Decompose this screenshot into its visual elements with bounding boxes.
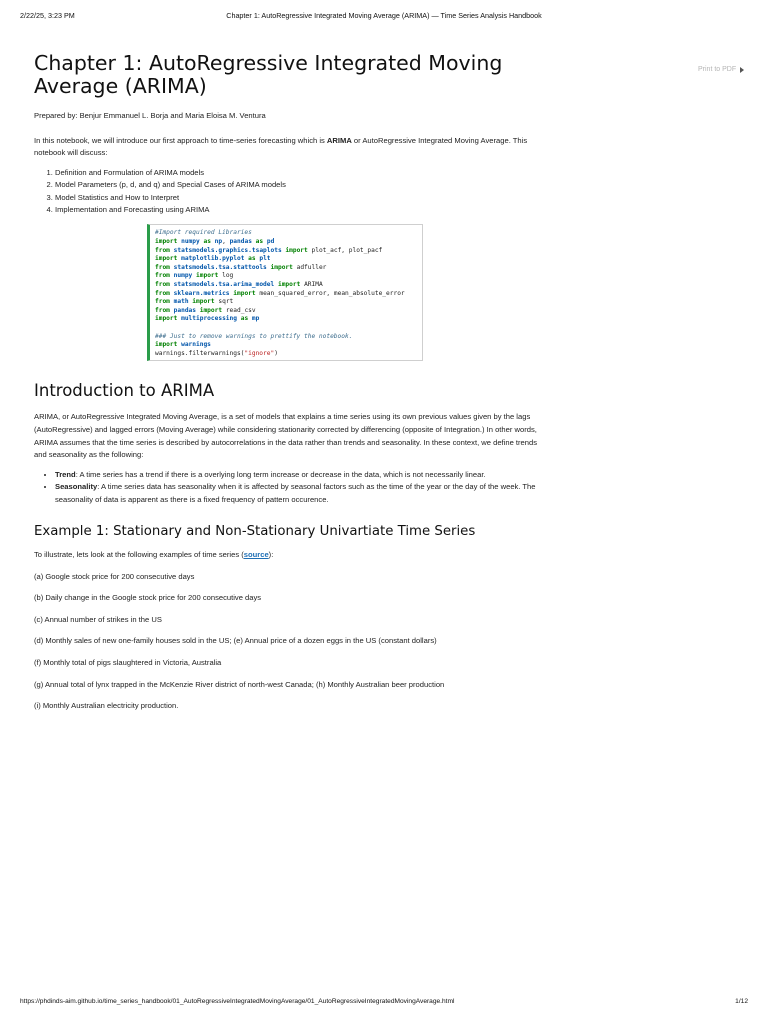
print-date: 2/22/25, 3:23 PM	[20, 11, 75, 20]
code-keyword: from	[155, 280, 170, 288]
source-link[interactable]: source	[243, 550, 269, 559]
code-string: "ignore"	[244, 349, 275, 357]
illustrate-text-before: To illustrate, lets look at the following examples of time series (	[34, 550, 244, 559]
definition-term: Seasonality	[55, 482, 98, 492]
code-module: pandas	[173, 306, 196, 314]
chapter-title: Chapter 1: AutoRegressive Integrated Moving Average (ARIMA)	[34, 51, 503, 98]
code-names: sqrt	[218, 298, 234, 306]
definition-term: Trend	[55, 469, 76, 479]
example-item: (a) Google stock price for 200 consecutive days	[34, 571, 195, 581]
notebook-content	[34, 52, 546, 722]
code-module: numpy	[173, 272, 193, 280]
example-item: (g) Annual total of lynx trapped in the McKenzie River district of north-west Canada; (h) Monthly Australian beer production	[34, 679, 445, 689]
code-keyword: as	[240, 315, 249, 323]
code-keyword: from	[155, 298, 170, 306]
code-module: matplotlib.pyplot	[181, 255, 245, 263]
definitions-list	[34, 469, 546, 506]
code-cell[interactable]	[147, 224, 423, 361]
print-document-title: Chapter 1: AutoRegressive Integrated Moving Average (ARIMA) — Time Series Analysis Handbook	[226, 11, 542, 20]
code-alias: pd	[266, 238, 275, 245]
code-module: multiprocessing	[181, 315, 237, 323]
code-keyword: as	[248, 255, 256, 263]
example-title: Example 1: Stationary and Non-Stationary Univartiate Time Series	[34, 524, 476, 539]
code-keyword: import	[155, 341, 178, 349]
code-keyword: import	[192, 298, 215, 306]
illustrate-text-after: ):	[268, 550, 274, 559]
play-arrow-icon	[740, 67, 744, 73]
code-keyword: as	[255, 238, 264, 245]
definition-text: : A time series data has seasonality when it is affected by seasonal factors such as the time of the year or the day of the week. The seasonality of data is apparent as there is a fixed frequency of pattern occurence.	[55, 482, 536, 504]
code-module: warnings	[181, 341, 211, 349]
example-item: (c) Annual number of strikes in the US	[34, 614, 162, 624]
code-alias: mp	[251, 315, 260, 323]
code-names: ARIMA	[304, 280, 323, 288]
code-keyword: import	[285, 246, 308, 254]
arima-paragraph: ARIMA, or AutoRegressive Integrated Moving Average, is a set of models that explains a time series using its own previous values given by the lags (AutoRegressive) and lagged errors (Moving Average) while considering stationarity corrected by differencing (opposite of Integration.) In other words, ARIMA assumes that the time series is described by autocorrelations in the data rather than trends and seasonality. In these context, we define trends and seasonality as the following:	[34, 412, 538, 460]
code-keyword: import	[155, 238, 178, 245]
definition-text: : A time series has a trend if there is a overlying long term increase or decrease in the data, which is not necessarily linear.	[75, 469, 486, 479]
code-keyword: from	[155, 263, 170, 271]
section-title-introduction: Introduction to ARIMA	[34, 381, 215, 401]
code-call: warnings.filterwarnings(	[155, 349, 245, 357]
intro-text-before: In this notebook, we will introduce our first approach to time-series forecasting which is	[34, 135, 327, 145]
code-keyword: from	[155, 306, 170, 314]
page-number: 1/12	[735, 998, 748, 1005]
code-keyword: import	[277, 280, 301, 288]
code-comment: ### Just to remove warnings to prettify the notebook.	[155, 332, 353, 340]
code-module: statsmodels.tsa.stattools	[173, 263, 267, 271]
code-punct: )	[274, 349, 278, 357]
example-item: (d) Monthly sales of new one-family houses sold in the US; (e) Annual price of a dozen eggs in the US (constant dollars)	[34, 636, 437, 646]
intro-bold-term: ARIMA	[326, 135, 352, 145]
code-alias: plt	[259, 255, 271, 263]
code-keyword: import	[199, 306, 223, 314]
authors-line: Prepared by: Benjur Emmanuel L. Borja and Maria Eloisa M. Ventura	[34, 111, 266, 120]
topic-item: 2. Model Parameters (p, d, and q) and Special Cases of ARIMA models	[55, 179, 546, 191]
code-keyword: as	[203, 238, 211, 245]
topic-item: 3. Model Statistics and How to Interpret	[55, 192, 546, 204]
code-names: adfuller	[296, 263, 327, 271]
code-keyword: from	[155, 289, 170, 297]
code-keyword: import	[155, 255, 178, 263]
code-module: statsmodels.graphics.tsaplots	[173, 246, 282, 254]
code-comment: #Import required Libraries	[155, 229, 252, 237]
code-names: log	[222, 272, 234, 280]
code-keyword: import	[270, 263, 293, 271]
example-item: (f) Monthly total of pigs slaughtered in Victoria, Australia	[34, 657, 222, 667]
code-module: sklearn.metrics	[173, 289, 230, 297]
code-keyword: import	[155, 315, 178, 323]
intro-text-after: or AutoRegressive Integrated Moving Average. This notebook will discuss:	[34, 135, 528, 158]
topics-list	[34, 167, 546, 217]
code-punct: ,	[222, 238, 226, 245]
code-alias: np	[214, 238, 223, 245]
code-module: statsmodels.tsa.arima_model	[173, 280, 275, 288]
code-names: plot_acf, plot_pacf	[311, 246, 383, 254]
example-item: (i) Monthly Australian electricity production.	[34, 701, 179, 711]
print-to-pdf-button[interactable]	[698, 66, 744, 73]
code-module: numpy	[181, 238, 200, 245]
illustrate-paragraph	[34, 549, 546, 562]
definition-item	[55, 469, 546, 481]
code-keyword: from	[155, 272, 170, 280]
definition-item	[55, 481, 546, 506]
print-header	[20, 11, 748, 23]
page-url: https://phdinds-aim.github.io/time_series_handbook/01_AutoRegressiveIntegratedMovingAverage/01_AutoRegressiveIntegratedMovingAverage.html	[20, 998, 455, 1005]
code-keyword: from	[155, 246, 170, 254]
code-keyword: import	[196, 272, 219, 280]
code-module: pandas	[229, 238, 252, 245]
print-to-pdf-label: Print to PDF	[698, 66, 737, 73]
intro-paragraph	[34, 135, 546, 160]
code-names: mean_squared_error, mean_absolute_error	[259, 289, 405, 297]
code-module: math	[173, 298, 189, 306]
code-keyword: import	[233, 289, 256, 297]
topic-item: 4. Implementation and Forecasting using ARIMA	[55, 204, 546, 216]
topic-item: 1. Definition and Formulation of ARIMA models	[55, 167, 546, 179]
example-item: (b) Daily change in the Google stock price for 200 consecutive days	[34, 593, 262, 603]
code-names: read_csv	[225, 306, 256, 314]
print-footer	[20, 998, 748, 1010]
